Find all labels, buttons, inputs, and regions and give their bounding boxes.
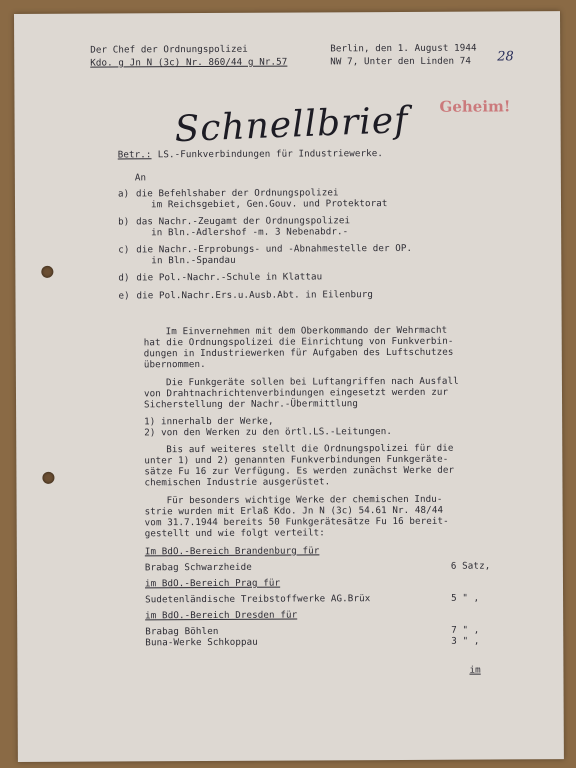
distribution-qty: 5 " , <box>451 592 480 604</box>
distribution-qty: 7 " , <box>451 624 480 636</box>
body-line: vom 31.7.1944 bereits 50 Funkgerätesätze Fu 16 bereit- <box>144 515 449 529</box>
punch-hole-top <box>41 266 53 278</box>
subject-label: Betr.: <box>117 149 152 161</box>
document-page <box>14 11 564 762</box>
recipient-letter: e) <box>118 290 130 302</box>
distribution-heading: im BdO.-Bereich Dresden für <box>145 609 298 622</box>
reference-line: Kdo. g Jn N (3c) Nr. 860/44 g Nr.57 <box>90 56 288 69</box>
recipient-letter: d) <box>118 272 130 284</box>
recipient-line: im Reichsgebiet, Gen.Gouv. und Protektorat <box>150 198 388 211</box>
recipient-letter: a) <box>117 188 130 200</box>
body-line: sätze Fu 16 zur Verfügung. Es werden zunächst Werke der <box>144 464 455 478</box>
sender-line: Der Chef der Ordnungspolizei <box>90 43 248 56</box>
recipient-line: die Pol.-Nachr.-Schule in Klattau <box>136 271 323 284</box>
distribution-heading: im BdO.-Bereich Prag für <box>144 577 281 590</box>
handwritten-title: Schnellbrief <box>173 99 410 151</box>
body-line: übernommen. <box>143 359 206 371</box>
body-line: Sicherstellung der Nachr.-Übermittlung <box>144 398 359 411</box>
distribution-entry: Brabag Schwarzheide <box>144 561 252 574</box>
continuation-mark: im <box>469 664 481 676</box>
distribution-entry: Brabag Böhlen <box>145 625 219 638</box>
recipients-intro: An <box>134 172 147 184</box>
distribution-qty: 6 Satz, <box>450 560 491 572</box>
distribution-entry: Buna-Werke Schkoppau <box>145 636 258 649</box>
body-line: chemischen Industrie ausgerüstet. <box>144 476 331 489</box>
recipient-line: die Pol.Nachr.Ers.u.Ausb.Abt. in Eilenburg <box>136 289 374 302</box>
distribution-qty: 3 " , <box>451 635 480 647</box>
body-line: Bis auf weiteres stellt die Ordnungspolizei für die <box>166 442 454 456</box>
address-line: NW 7, Unter den Linden 74 <box>330 55 472 68</box>
body-line: Im Einvernehmen mit dem Oberkommando der Wehrmacht <box>165 324 448 338</box>
date-line: Berlin, den 1. August 1944 <box>330 42 477 55</box>
subject-text: LS.-Funkverbindungen für Industriewerke. <box>157 148 384 161</box>
body-line: Die Funkgeräte sollen bei Luftangriffen nach Ausfall <box>165 375 459 389</box>
body-line: strie wurden mit Erlaß Kdo. Jn N (3c) 54.61 Nr. 48/44 <box>144 504 444 518</box>
recipient-line: in Bln.-Adlershof -m. 3 Nebenabdr.- <box>151 226 349 239</box>
recipient-line: in Bln.-Spandau <box>151 254 236 267</box>
body-line: unter 1) und 2) genannten Funkverbindungen Funkgeräte- <box>144 453 449 467</box>
list-item: 1) innerhalb der Werke, <box>144 415 274 428</box>
recipient-line: die Nachr.-Erprobungs- und -Abnahmestelle der OP. <box>136 242 413 256</box>
list-item: 2) von den Werken zu den örtl.LS.-Leitungen. <box>144 426 393 439</box>
recipient-letter: b) <box>118 216 130 228</box>
recipient-letter: c) <box>118 244 130 256</box>
distribution-heading: Im BdO.-Bereich Brandenburg für <box>144 545 320 558</box>
recipient-line: das Nachr.-Zeugamt der Ordnungspolizei <box>136 215 351 228</box>
recipient-line: die Befehlshaber der Ordnungspolizei <box>135 187 339 200</box>
secret-stamp: Geheim! <box>439 97 511 116</box>
body-line: gestellt und wie folgt verteilt: <box>144 527 325 540</box>
handwritten-number: 28 <box>497 49 514 65</box>
punch-hole-bottom <box>42 472 54 484</box>
body-line: von Drahtnachrichtenverbindungen eingesetzt werden zur <box>143 386 449 400</box>
body-line: hat die Ordnungspolizei die Einrichtung von Funkverbin- <box>143 335 454 349</box>
body-line: dungen in Industriewerken für Aufgaben des Luftschutzes <box>143 346 454 360</box>
distribution-entry: Sudetenländische Treibstoffwerke AG.Brüx <box>145 593 371 606</box>
body-line: Für besonders wichtige Werke der chemischen Indu- <box>166 493 443 507</box>
